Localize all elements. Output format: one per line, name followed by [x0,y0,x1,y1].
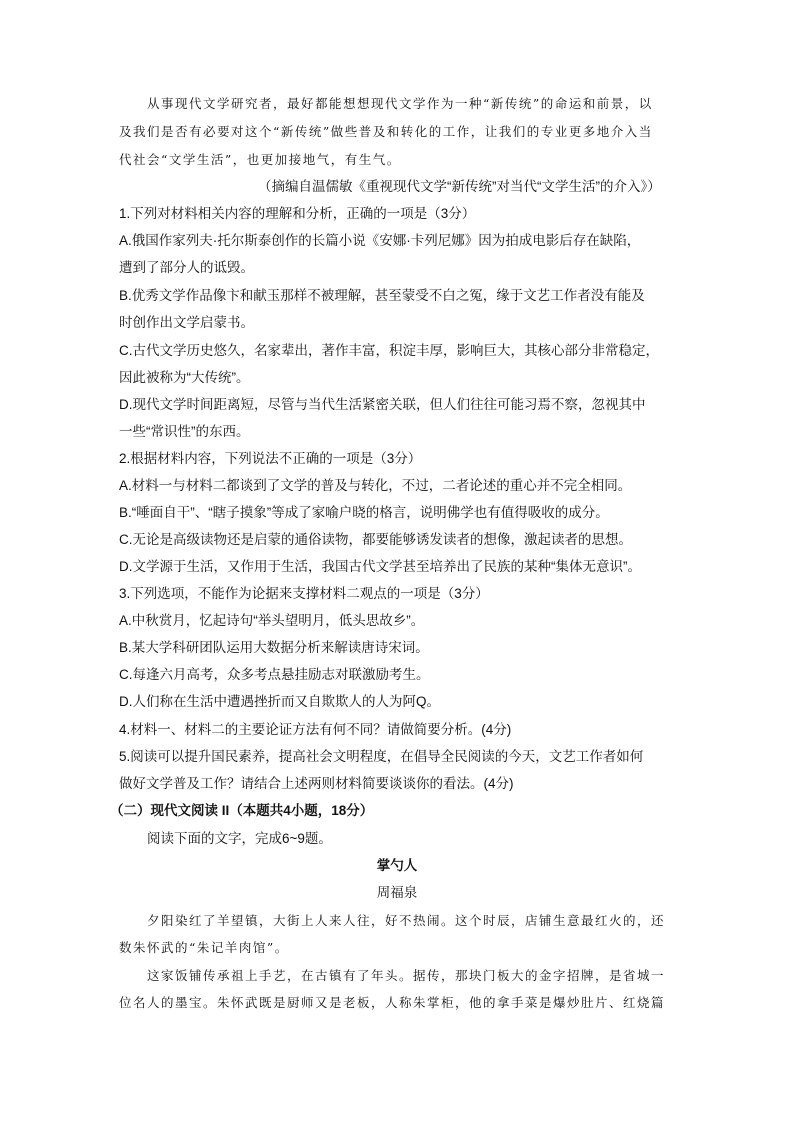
q1-stem: 1.下列对材料相关内容的理解和分析，正确的一项是（3分） [119,206,476,221]
q1-option-c-line1: C.古代文学历史悠久，名家辈出，著作丰富，积淀丰厚，影响巨大，其核心部分非常稳定， [119,343,659,358]
q3-stem: 3.下列选项，不能作为论据来支撑材料二观点的一项是（3分） [119,586,489,601]
story-title: 掌勺人 [376,858,418,873]
q3-option-a: A.中秋赏月，忆起诗句“举头望明月，低头思故乡”。 [119,613,425,628]
q3-option-b: B.某大学科研团队运用大数据分析来解读唐诗宋词。 [119,640,429,655]
q5-line2: 做好文学普及工作？请结合上述两则材料简要谈谈你的看法。(4分) [119,776,514,791]
section2-instruction: 阅读下面的文字，完成6~9题。 [147,831,332,846]
q3-option-d: D.人们称在生活中遭遇挫折而又自欺欺人的人为阿Q。 [119,694,441,709]
q1-option-a-line2: 遭到了部分人的诋毁。 [119,260,254,275]
q2-option-c: C.无论是高级读物还是启蒙的通俗读物，都要能够诱发读者的想像，激起读者的思想。 [119,532,632,547]
q1-option-b-line2: 时创作出文学启蒙书。 [119,315,254,330]
q1-option-d-line1: D.现代文学时间距离短，尽管与当代生活紧密关联，但人们往往可能习焉不察，忽视其中 [119,397,646,412]
q2-option-a: A.材料一与材料二都谈到了文学的普及与转化，不过，二者论述的重心并不完全相同。 [119,478,632,493]
q3-option-c: C.每逢六月高考，众多考点悬挂励志对联激励考生。 [119,667,430,682]
q2-option-d: D.文学源于生活，又作用于生活，我国古代文学甚至培养出了民族的某种“集体无意识”。 [119,559,641,574]
q2-stem: 2.根据材料内容，下列说法不正确的一项是（3分） [119,451,422,466]
story-line-3: 这家饭铺传承祖上手艺，在古镇有了年头。据传，那块门板大的金字招牌，是省城一 [147,968,666,983]
q1-option-c-line2: 因此被称为“大传统”。 [119,370,250,385]
q4-stem: 4.材料一、材料二的主要论证方法有何不同？请做简要分析。(4分) [119,722,512,737]
story-line-2: 数朱怀武的“朱记羊肉馆”。 [119,940,289,955]
passage-source: （摘编自温儒敏《重视现代文学“新传统”对当代“文学生活”的介入》） [258,179,661,194]
passage-line-2: 及我们是否有必要对这个“新传统”做些普及和转化的工作，让我们的专业更多地介入当 [119,124,653,139]
q1-option-a-line1: A.俄国作家列夫·托尔斯泰创作的长篇小说《安娜·卡列尼娜》因为拍成电影后存在缺陷， [119,233,641,248]
story-line-1: 夕阳染红了羊望镇，大街上人来人往，好不热闹。这个时辰，店铺生意最红火的，还 [147,913,666,928]
q1-option-d-line2: 一些“常识性”的东西。 [119,424,250,439]
q1-option-b-line1: B.优秀文学作品像卞和献玉那样不被理解，甚至蒙受不白之冤，缘于文艺工作者没有能及 [119,288,645,303]
q2-option-b: B.“唾面自干”、“瞎子摸象”等成了家喻户晓的格言，说明佛学也有值得吸收的成分。 [119,505,609,520]
section2-heading: （二）现代文阅读 II（本题共4小题，18分） [110,803,374,818]
story-line-4: 位名人的墨宝。朱怀武既是厨师又是老板，人称朱掌柜，他的拿手菜是爆炒肚片、红烧篇 [119,995,666,1010]
passage-line-3: 代社会“文学生活”，也更加接地气，有生气。 [119,152,401,167]
passage-line-1: 从事现代文学研究者，最好都能想想现代文学作为一种“新传统”的命运和前景，以 [147,96,653,111]
q5-line1: 5.阅读可以提升国民素养，提高社会文明程度，在倡导全民阅读的今天，文艺工作者如何 [119,749,644,764]
story-author: 周福泉 [376,885,418,900]
